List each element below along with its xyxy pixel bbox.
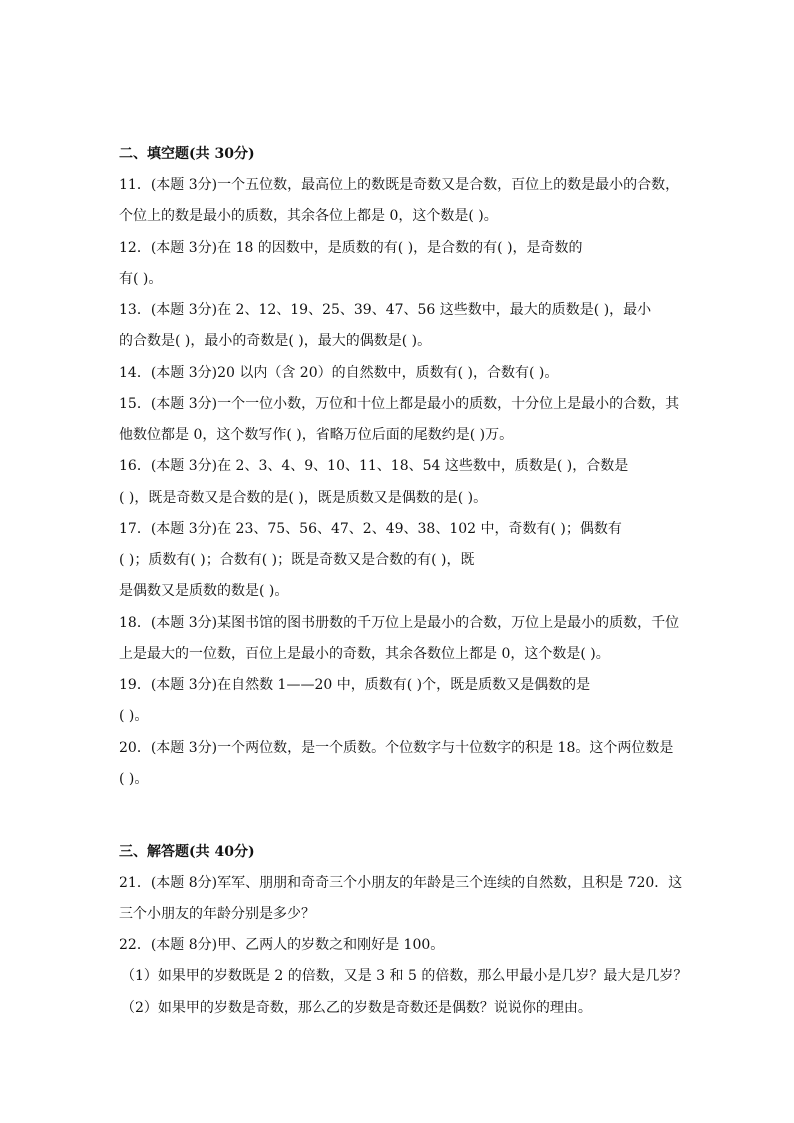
q20-line2: ( )。 (119, 771, 149, 787)
q21-line2: 三个小朋友的年龄分别是多少？ (119, 906, 315, 922)
q11-line1: 11．(本题 3分)一个五位数，最高位上的数既是奇数又是合数，百位上的数是最小的合数， (119, 177, 680, 193)
section2-heading: 二、填空题(共 30分) (119, 146, 255, 162)
q16-line2: ( )，既是奇数又是合数的是( )，既是质数又是偶数的是( )。 (119, 490, 488, 506)
q15-line2: 他数位都是 0，这个数写作( )，省略万位后面的尾数约是( )万。 (119, 427, 514, 443)
q13-line2: 的合数是( )，最小的奇数是( )，最大的偶数是( )。 (119, 333, 432, 349)
q17-line1: 17．(本题 3分)在 23、75、56、47、2、49、38、102 中，奇数有( )；偶数有 (119, 521, 622, 537)
q14-line1: 14．(本题 3分)20 以内（含 20）的自然数中，质数有( )，合数有( )。 (119, 365, 559, 381)
q18-line2: 上是最大的一位数，百位上是最小的奇数，其余各数位上都是 0，这个数是( )。 (119, 646, 610, 662)
q22-sub2: （2）如果甲的岁数是奇数，那么乙的岁数是奇数还是偶数？说说你的理由。 (121, 1000, 592, 1016)
q17-line3: 是偶数又是质数的数是( )。 (119, 583, 289, 599)
q21-line1: 21．(本题 8分)军军、朋朋和奇奇三个小朋友的年龄是三个连续的自然数，且积是 720．这 (119, 875, 683, 891)
q19-line2: ( )。 (119, 708, 149, 724)
q18-line1: 18．(本题 3分)某图书馆的图书册数的千万位上是最小的合数，万位上是最小的质数，千位 (119, 615, 680, 631)
q22-sub1: （1）如果甲的岁数既是 2 的倍数，又是 3 和 5 的倍数，那么甲最小是几岁？最大是几岁？ (121, 968, 688, 984)
q16-line1: 16．(本题 3分)在 2、3、4、9、10、11、18、54 这些数中，质数是( )，合数是 (119, 458, 629, 474)
q22-line1: 22．(本题 8分)甲、乙两人的岁数之和刚好是 100。 (119, 937, 445, 953)
q19-line1: 19．(本题 3分)在自然数 1——20 中，质数有( )个，既是质数又是偶数的是 (119, 677, 591, 693)
q15-line1: 15．(本题 3分)一个一位小数，万位和十位上都是最小的质数，十分位上是最小的合数，其 (119, 396, 680, 412)
q17-line2: ( )；质数有( )；合数有( )；既是奇数又是合数的有( )，既 (119, 552, 475, 568)
q20-line1: 20．(本题 3分)一个两位数，是一个质数。个位数字与十位数字的积是 18。这个两位数是 (119, 740, 674, 756)
q12-line2: 有( )。 (119, 271, 163, 287)
q12-line1: 12．(本题 3分)在 18 的因数中，是质数的有( )，是合数的有( )，是奇数的 (119, 240, 583, 256)
section3-heading: 三、解答题(共 40分) (119, 844, 255, 860)
q13-line1: 13．(本题 3分)在 2、12、19、25、39、47、56 这些数中，最大的质数是( )，最小 (119, 302, 652, 318)
q11-line2: 个位上的数是最小的质数，其余各位上都是 0，这个数是( )。 (119, 208, 498, 224)
